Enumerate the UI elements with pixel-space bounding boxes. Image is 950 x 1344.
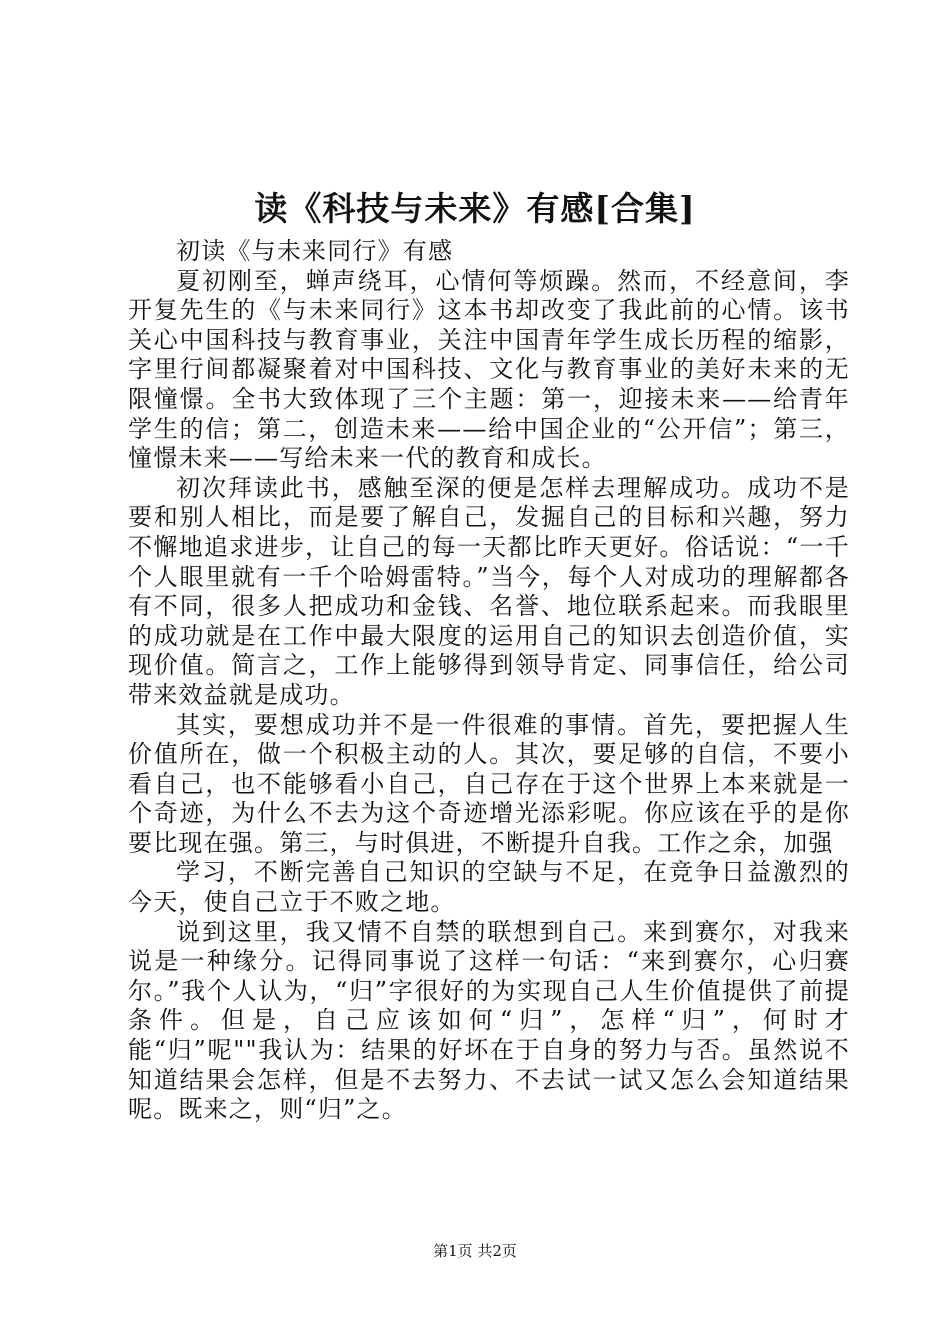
paragraph: 夏初刚至，蝉声绕耳，心情何等烦躁。然而，不经意间，李开复先生的《与未来同行》这本书却改变了我此前的心情。该书关心中国科技与教育事业，关注中国青年学生成长历程的缩影，字里行间都凝聚着对中国科技、文化与教育事业的美好未来的无限憧憬。全书大致体现了三个主题：第一，迎接未来——给青年学生的信；第二，创造未来——给中国企业的“公开信”；第三，憧憬未来——写给未来一代的教育和成长。 — [128, 266, 850, 473]
page-number-footer: 第1页 共2页 — [433, 1242, 517, 1260]
paragraph: 初次拜读此书，感触至深的便是怎样去理解成功。成功不是要和别人相比，而是要了解自己，发掘自己的目标和兴趣，努力不懈地追求进步，让自己的每一天都比昨天更好。俗话说：“一千个人眼里就有一千个哈姆雷特。”当今，每个人对成功的理解都各有不同，很多人把成功和金钱、名誉、地位联系起来。而我眼里的成功就是在工作中最大限度的运用自己的知识去创造价值，实现价值。简言之，工作上能够得到领导肯定、同事信任，给公司带来效益就是成功。 — [128, 473, 850, 709]
paragraph-subtitle: 初读《与未来同行》有感 — [176, 237, 454, 265]
paragraph: 学习，不断完善自己知识的空缺与不足，在竞争日益激烈的今天，使自己立于不败之地。 — [128, 858, 850, 917]
document-title: 读《科技与未来》有感[合集] — [254, 189, 696, 228]
paragraph: 其实，要想成功并不是一件很难的事情。首先，要把握人生价值所在，做一个积极主动的人。其次，要足够的自信，不要小看自己，也不能够看小自己，自己存在于这个世界上本来就是一个奇迹，为什么不去为这个奇迹增光添彩呢。你应该在乎的是你要比现在强。第三，与时俱进，不断提升自我。工作之余，加强 — [128, 710, 850, 857]
paragraph: 说到这里，我又情不自禁的联想到自己。来到赛尔，对我来说是一种缘分。记得同事说了这样一句话：“来到赛尔，心归赛尔。”我个人认为，“归”字很好的为实现自己人生价值提供了前提条件。但是，自己应该如何“归”，怎样“归”，何时才能“归”呢""我认为：结果的好坏在于自身的努力与否。虽然说不知道结果会怎样，但是不去努力、不去试一试又怎么会知道结果呢。既来之，则“归”之。 — [128, 917, 850, 1124]
document-body — [128, 237, 850, 1125]
